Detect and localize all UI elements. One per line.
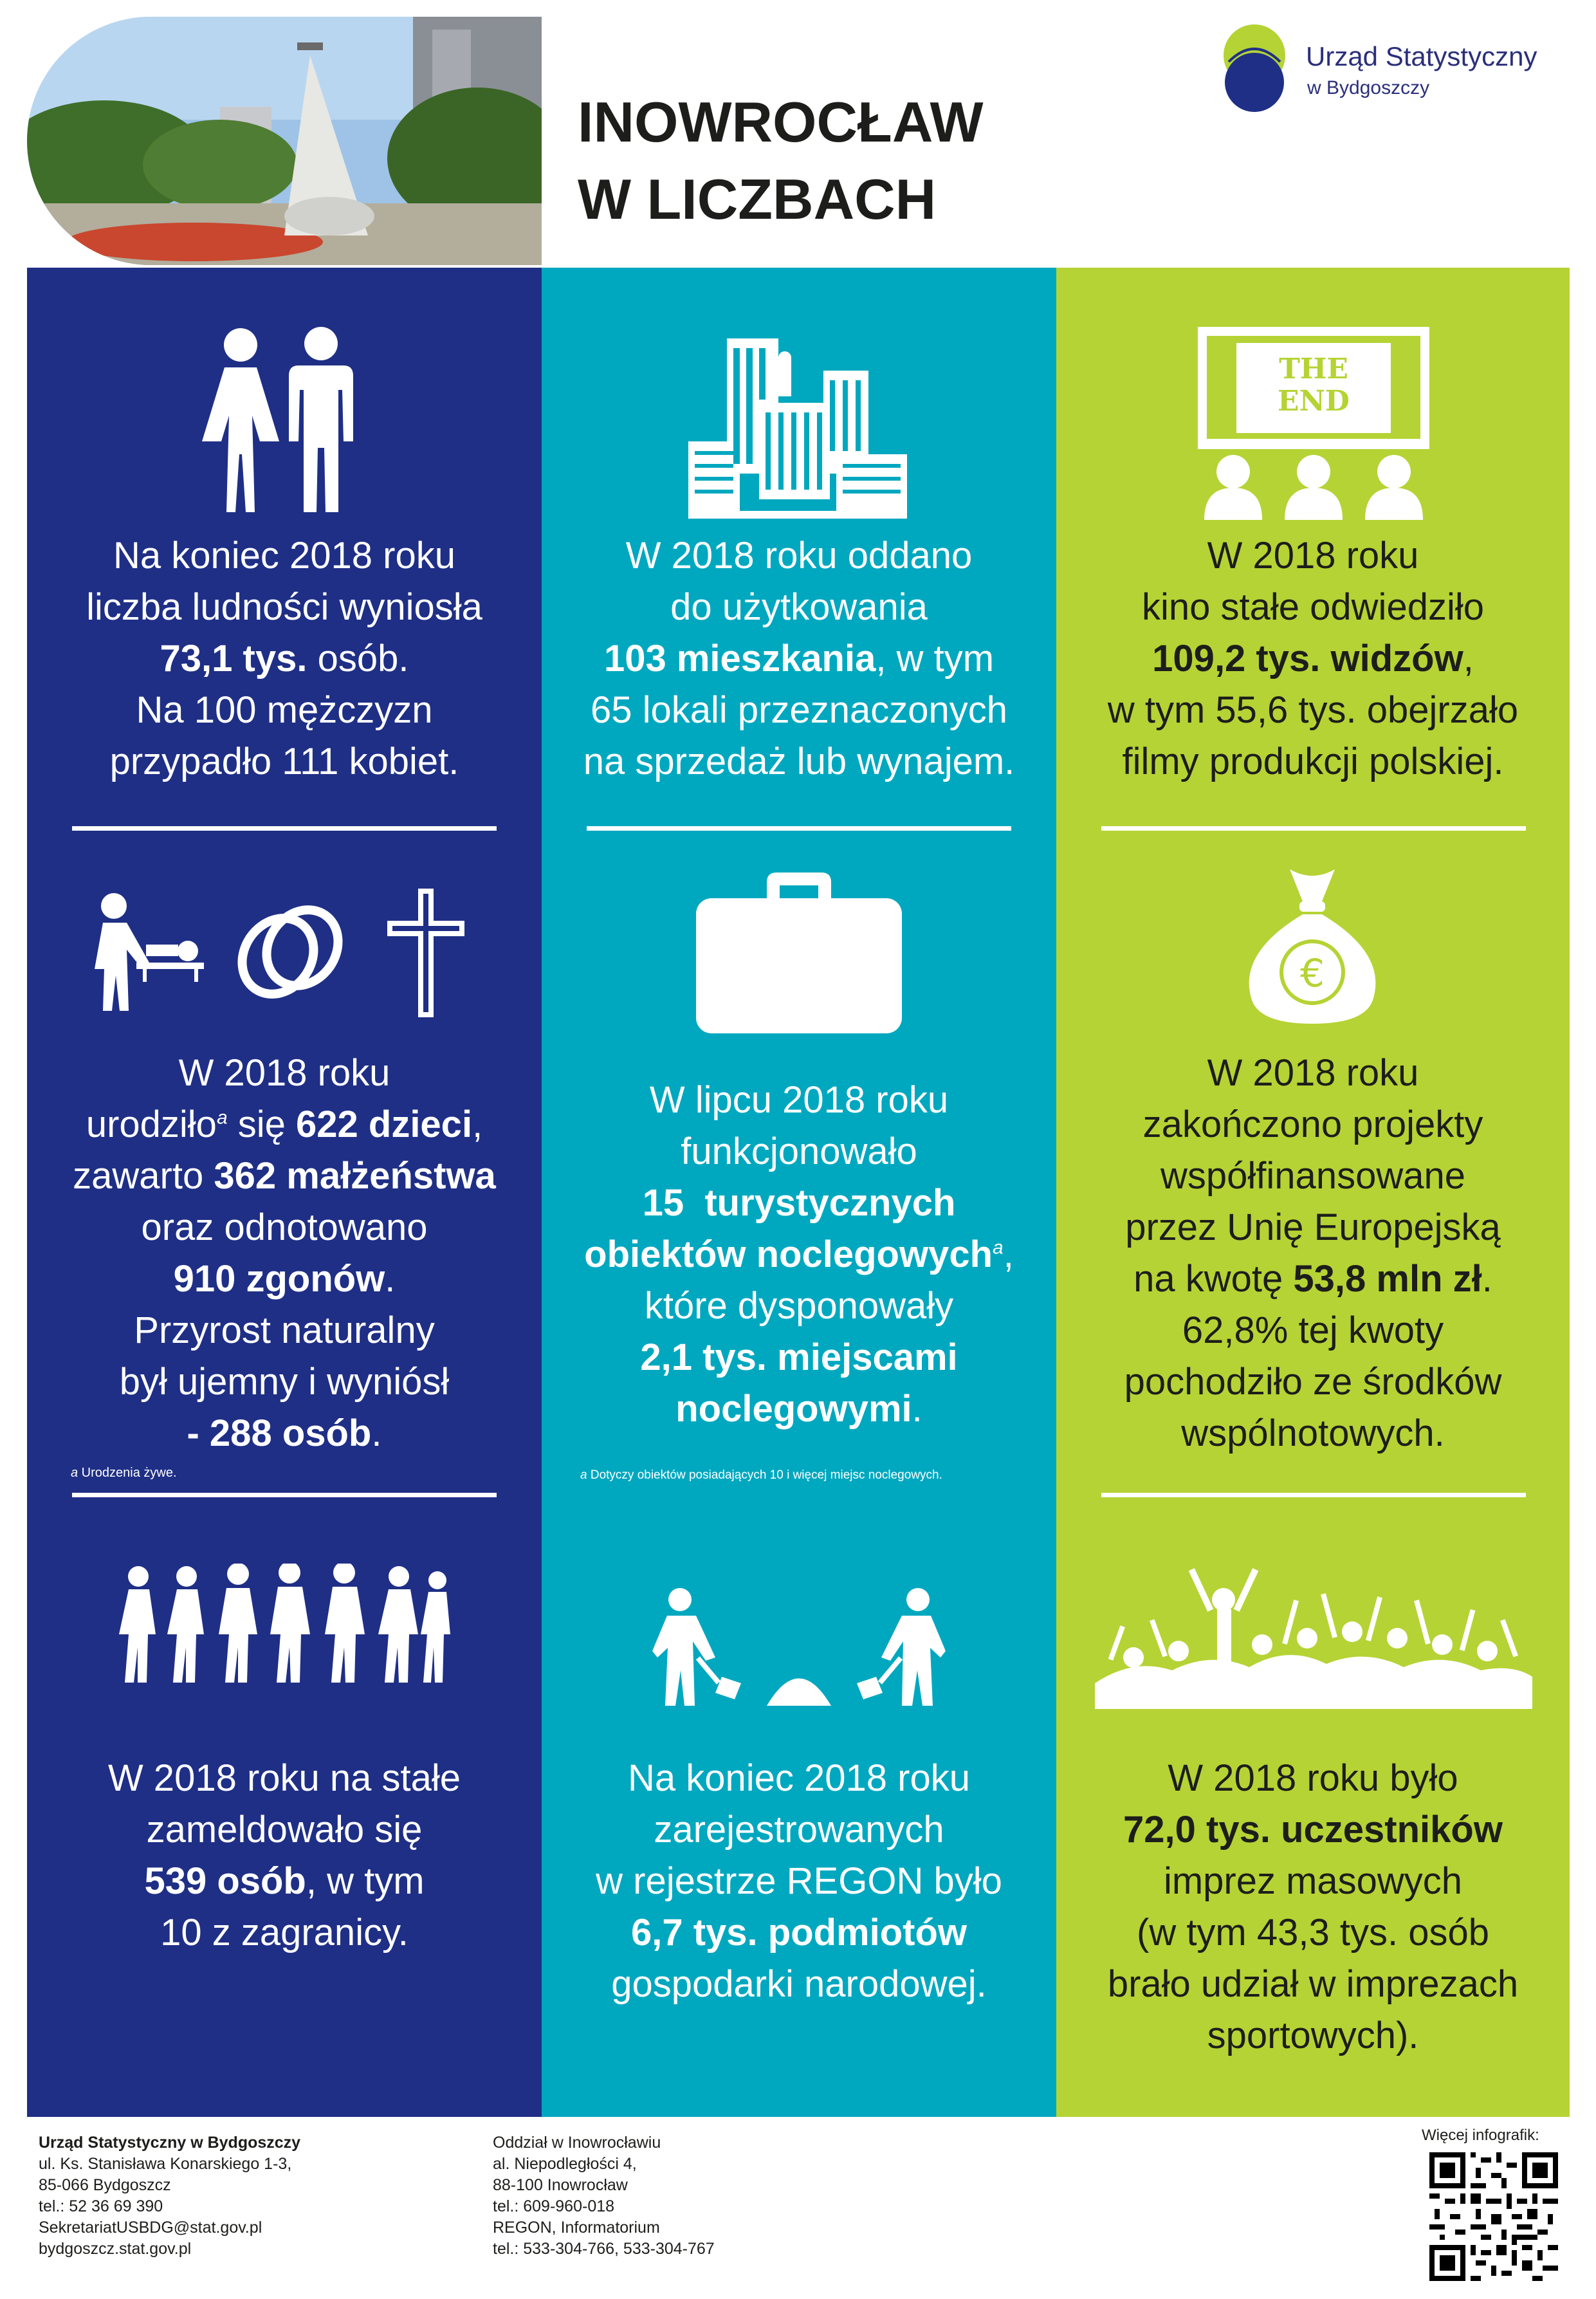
vital-line-3 — [27, 1150, 542, 1202]
woman-man-icon — [196, 326, 363, 519]
logo-text-line2: w Bydgoszczy — [1307, 77, 1430, 98]
regon-line-5: gospodarki narodowej. — [611, 1963, 987, 2005]
housing-line-4: 65 lokali przeznaczonych — [590, 689, 1008, 731]
divider — [587, 826, 1011, 831]
footnote-text: Urodzenia żywe. — [78, 1466, 177, 1480]
gus-logo — [1209, 23, 1537, 126]
crowd-icon — [1095, 1561, 1532, 1709]
cinema-line-5: filmy produkcji polskiej. — [1122, 741, 1504, 782]
eu-line-7: pochodziło ze środków — [1124, 1361, 1502, 1403]
branch-department: REGON, Informatorium — [493, 2219, 660, 2237]
branch-phones: tel.: 533-304-766, 533-304-767 — [493, 2240, 715, 2258]
eu-period: . — [1481, 1258, 1492, 1300]
vital-line-1: W 2018 roku — [178, 1052, 390, 1094]
population-text — [27, 530, 542, 788]
marriages-label: zawarto — [73, 1155, 214, 1197]
branch-phone: tel.: 609-960-018 — [493, 2197, 615, 2215]
regon-line-1: Na koniec 2018 roku — [628, 1757, 970, 1799]
office-phone: tel.: 52 36 69 390 — [39, 2197, 163, 2215]
workers-shovels-icon — [645, 1587, 953, 1709]
deaths-value: 910 zgonów — [173, 1258, 385, 1300]
events-line-6: sportowych). — [1207, 2015, 1419, 2056]
housing-line-2: do użytkowania — [670, 586, 928, 628]
tourism-line-1: W lipcu 2018 roku — [649, 1079, 949, 1121]
branch-street: al. Niepodległości 4, — [493, 2155, 637, 2173]
office-name: Urząd Statystyczny w Bydgoszczy — [39, 2134, 301, 2152]
population-line-1: Na koniec 2018 roku — [113, 535, 455, 577]
population-line-4: Na 100 mężczyzn — [136, 689, 433, 731]
logo-mark-icon — [1209, 23, 1299, 113]
marriages-value: 362 małżeństwa — [214, 1155, 496, 1197]
branch-address — [493, 2132, 715, 2260]
beds-value: 2,1 tys. miejscami — [640, 1336, 958, 1378]
wedding-rings-icon — [233, 901, 349, 1004]
housing-text — [542, 530, 1056, 788]
tourism-objects-label: obiektów noclegowych — [584, 1233, 993, 1275]
city-photo — [27, 17, 542, 265]
migration-text — [27, 1753, 542, 1959]
screen-text-end: END — [1278, 385, 1350, 418]
regon-line-2: zarejestrowanych — [654, 1809, 944, 1851]
divider — [72, 1493, 497, 1497]
buildings-icon — [688, 332, 907, 519]
events-text — [1056, 1753, 1570, 2062]
footnote-tourism — [580, 1468, 942, 1482]
regon-line-3: w rejestrze REGON było — [596, 1860, 1002, 1902]
divider — [1101, 1493, 1526, 1497]
office-website-link[interactable]: bydgoszcz.stat.gov.pl — [39, 2240, 192, 2258]
vital-period-2: . — [371, 1412, 382, 1454]
eu-amount-value: 53,8 mln zł — [1293, 1258, 1482, 1300]
vital-line-5 — [27, 1253, 542, 1305]
title-line-2: W LICZBACH — [578, 167, 937, 231]
eu-line-5 — [1056, 1253, 1570, 1305]
housing-connector: , w tym — [876, 638, 995, 679]
housing-line-3 — [542, 633, 1056, 685]
qr-label: Więcej infografik: — [1422, 2127, 1539, 2144]
migration-value: 539 osób — [144, 1860, 306, 1902]
vital-line-8 — [27, 1408, 542, 1459]
tourism-line-5: które dysponowały — [644, 1285, 954, 1327]
vital-connector: się — [227, 1103, 296, 1145]
cinema-line-2: kino stałe odwiedziło — [1142, 586, 1484, 628]
mother-baby-icon — [91, 892, 204, 1014]
tourism-line-2: funkcjonowało — [681, 1131, 917, 1172]
footnote-letter: a — [580, 1468, 587, 1482]
tourism-text — [542, 1075, 1056, 1435]
housing-line-5: na sprzedaż lub wynajem. — [583, 741, 1015, 782]
footnote-text: Dotyczy obiektów posiadających 10 i więcej miejsc noclegowych. — [587, 1468, 942, 1482]
eu-line-1: W 2018 roku — [1207, 1052, 1419, 1094]
tourism-line-6 — [542, 1332, 1056, 1383]
suitcase-icon — [696, 873, 902, 1033]
divider — [72, 826, 497, 831]
vital-stats-text — [27, 1048, 542, 1459]
eu-amount-label: na kwotę — [1133, 1258, 1294, 1300]
vital-line-6: Przyrost naturalny — [134, 1309, 435, 1351]
office-street: ul. Ks. Stanisława Konarskiego 1-3, — [39, 2155, 292, 2173]
eu-funds-text — [1056, 1048, 1570, 1459]
births-value: 622 dzieci — [296, 1103, 473, 1145]
migration-line-3 — [27, 1856, 542, 1907]
tourism-comma: , — [1003, 1233, 1014, 1275]
svg-text:€: € — [1299, 951, 1325, 996]
footnote-letter: a — [71, 1466, 78, 1480]
footnote-marker: a — [216, 1107, 228, 1129]
events-line-5: brało udział w imprezach — [1107, 1963, 1519, 2005]
money-bag-euro-icon — [1238, 863, 1386, 1024]
office-email-link[interactable]: SekretariatUSBDG@stat.gov.pl — [39, 2219, 262, 2237]
footnote-births — [71, 1466, 177, 1481]
footnote-marker: a — [993, 1237, 1004, 1259]
migration-connector: , w tym — [306, 1860, 425, 1902]
vital-line-2 — [27, 1099, 542, 1150]
dwellings-value: 103 mieszkania — [603, 638, 876, 679]
beds-label: noclegowymi — [675, 1388, 912, 1430]
population-line-3 — [27, 633, 542, 685]
migration-line-2: zameldowało się — [146, 1809, 423, 1851]
branch-name: Oddział w Inowrocławiu — [493, 2134, 661, 2152]
vital-comma: , — [472, 1103, 483, 1145]
column-culture — [1056, 268, 1570, 2117]
column-population — [27, 268, 542, 2117]
cinema-viewers-value: 109,2 tys. widzów — [1152, 638, 1463, 679]
eu-line-2: zakończono projekty — [1142, 1103, 1483, 1145]
vital-births-label: urodziło — [86, 1103, 217, 1145]
cinema-line-3 — [1056, 633, 1570, 685]
screen-text-the: THE — [1279, 353, 1348, 385]
tourism-line-3 — [542, 1177, 1056, 1229]
regon-value: 6,7 tys. podmiotów — [630, 1912, 968, 1953]
migration-line-1: W 2018 roku na stałe — [107, 1757, 461, 1799]
population-unit: osób. — [307, 638, 409, 679]
vital-line-4: oraz odnotowano — [141, 1206, 428, 1248]
cinema-line-1: W 2018 roku — [1207, 535, 1419, 577]
divider — [1101, 826, 1526, 831]
vital-line-7: był ujemny i wyniósł — [119, 1361, 450, 1403]
events-line-3: imprez masowych — [1163, 1860, 1463, 1902]
cross-icon — [387, 889, 464, 1017]
logo-text-line1: Urząd Statystyczny — [1306, 41, 1537, 71]
events-line-2 — [1056, 1804, 1570, 1856]
eu-line-4: przez Unię Europejską — [1125, 1206, 1501, 1248]
page-title — [578, 84, 984, 238]
cinema-line-4: w tym 55,6 tys. obejrzało — [1107, 689, 1519, 731]
eu-line-3: współfinansowane — [1160, 1155, 1465, 1197]
office-city: 85-066 Bydgoszcz — [39, 2176, 171, 2194]
tourism-line-4 — [542, 1229, 1056, 1280]
title-line-1: INOWROCŁAW — [578, 90, 984, 154]
column-economy — [542, 268, 1056, 2117]
events-line-1: W 2018 roku było — [1168, 1757, 1458, 1799]
tourism-objects-value: 15 turystycznych — [642, 1182, 956, 1224]
cinema-text — [1056, 530, 1570, 788]
regon-text — [542, 1753, 1056, 2010]
regon-line-4 — [542, 1907, 1056, 1959]
eu-line-6: 62,8% tej kwoty — [1182, 1309, 1444, 1351]
tourism-period: . — [912, 1388, 922, 1430]
qr-code-icon[interactable] — [1429, 2152, 1558, 2281]
events-line-4: (w tym 43,3 tys. osób — [1137, 1912, 1489, 1953]
cinema-comma: , — [1463, 638, 1474, 679]
office-address — [39, 2132, 300, 2260]
population-value: 73,1 tys. — [160, 638, 307, 679]
cinema-the-end-icon — [1198, 327, 1429, 520]
vital-period: . — [385, 1258, 396, 1300]
eu-line-8: wspólnotowych. — [1181, 1412, 1445, 1454]
population-line-5: przypadło 111 kobiet. — [109, 741, 459, 782]
branch-city: 88-100 Inowrocław — [493, 2176, 628, 2194]
events-value: 72,0 tys. uczestników — [1123, 1809, 1503, 1851]
housing-line-1: W 2018 roku oddano — [625, 535, 973, 577]
natural-increase-value: - 288 osób — [187, 1412, 372, 1454]
migration-line-4: 10 z zagranicy. — [160, 1912, 408, 1953]
population-line-2: liczba ludności wyniosła — [86, 586, 482, 628]
walking-people-icon — [116, 1564, 450, 1686]
tourism-line-7 — [542, 1383, 1056, 1435]
